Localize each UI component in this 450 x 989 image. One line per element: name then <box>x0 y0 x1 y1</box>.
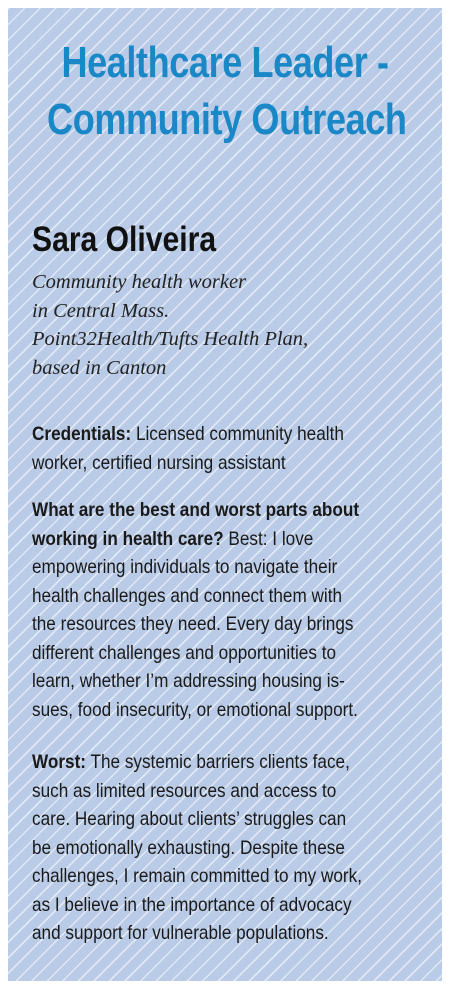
profile-card <box>8 8 442 981</box>
best-line: health challenges and connect them with <box>32 584 343 607</box>
best-line: empowering individuals to navigate their <box>32 556 338 578</box>
best-line: sues, food insecurity, or emotional support. <box>32 698 358 721</box>
worst-line: such as limited resources and access to <box>32 779 337 802</box>
question-line-1 <box>32 496 410 525</box>
credentials-paragraph <box>32 420 410 477</box>
worst-line: care. Hearing about clients’ struggles can <box>32 808 347 830</box>
worst-line: as I believe in the importance of advocacy <box>32 893 352 916</box>
headline-line-2: Community Outreach <box>47 95 407 144</box>
worst-line-1 <box>32 748 410 777</box>
role-line: Point32Health/Tufts Health Plan, <box>32 328 309 350</box>
best-line: different challenges and opportunities to <box>32 641 337 664</box>
headline-line-1: Healthcare Leader - <box>61 38 389 87</box>
question-paragraph <box>32 496 410 724</box>
worst-line: be emotionally exhausting. Despite these <box>32 836 345 859</box>
best-line: the resources they need. Every day brings <box>32 613 354 635</box>
best-intro: Best: I love <box>223 527 314 550</box>
credentials-line-1 <box>32 420 410 449</box>
headline <box>47 34 407 148</box>
person-role <box>32 268 432 382</box>
worst-line: challenges, I remain committed to my work, <box>32 865 362 887</box>
question-text: working in health care? <box>32 527 224 550</box>
question-text: What are the best and worst parts about <box>32 499 360 521</box>
credentials-label: Credentials: <box>32 423 132 445</box>
question-line-2 <box>32 525 410 554</box>
worst-line: and support for vulnerable populations. <box>32 922 329 944</box>
worst-text: The systemic barriers clients face, <box>86 751 350 773</box>
role-line: in Central Mass. <box>32 299 170 322</box>
role-line: Community health worker <box>32 271 247 293</box>
credentials-line-2: worker, certified nursing assistant <box>32 451 286 474</box>
best-line: learn, whether I’m addressing housing is- <box>32 670 345 692</box>
credentials-text: Licensed community health <box>131 423 344 445</box>
person-name: Sara Oliveira <box>32 220 217 259</box>
worst-paragraph <box>32 748 410 948</box>
role-line: based in Canton <box>32 356 167 379</box>
worst-label: Worst: <box>32 751 87 773</box>
